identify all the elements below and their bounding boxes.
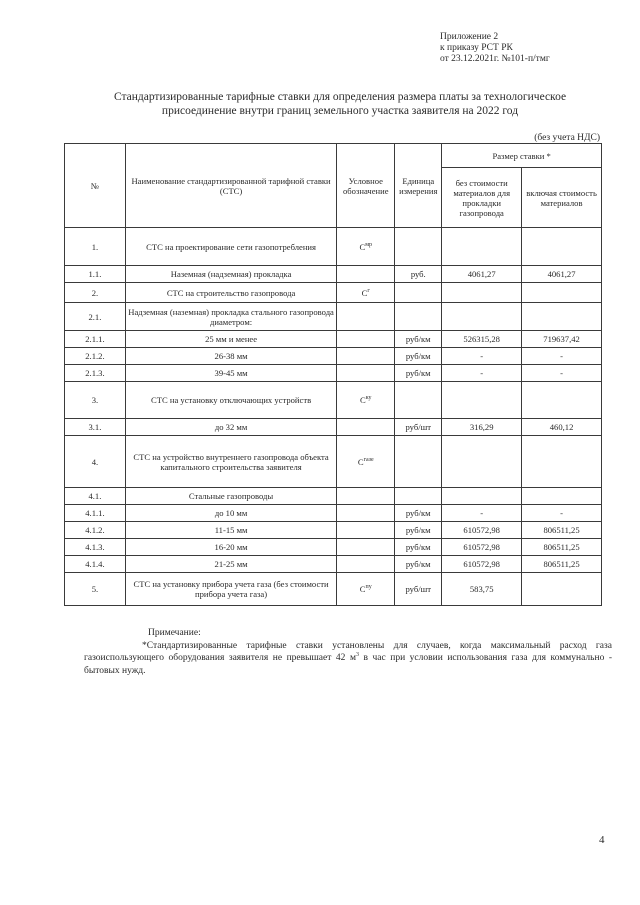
row-designation (337, 436, 395, 488)
row-rate-without-materials: - (442, 365, 522, 382)
row-designation (337, 419, 395, 436)
row-name: Стальные газопроводы (125, 488, 336, 505)
row-number: 4.1.1. (65, 505, 126, 522)
row-designation (337, 348, 395, 365)
row-designation (337, 539, 395, 556)
row-designation (337, 573, 395, 606)
row-rate-with-materials (522, 228, 602, 266)
row-unit: руб/км (395, 539, 442, 556)
row-rate-with-materials: 806511,25 (522, 556, 602, 573)
row-name: СТС на проектирование сети газопотребления (125, 228, 336, 266)
row-rate-without-materials (442, 382, 522, 419)
note-body (84, 640, 612, 678)
row-designation (337, 331, 395, 348)
row-number: 3. (65, 382, 126, 419)
row-number: 2.1.1. (65, 331, 126, 348)
row-designation (337, 228, 395, 266)
row-rate-without-materials: 610572,98 (442, 522, 522, 539)
row-designation (337, 303, 395, 331)
row-rate-without-materials: 610572,98 (442, 539, 522, 556)
row-unit (395, 436, 442, 488)
appendix-line-3: от 23.12.2021г. №101-п/тмг (440, 54, 550, 64)
row-number: 2.1. (65, 303, 126, 331)
row-rate-with-materials: 4061,27 (522, 266, 602, 283)
table-row (65, 419, 602, 436)
appendix-line-2: к приказу РСТ РК (440, 43, 513, 53)
row-unit: руб/км (395, 556, 442, 573)
row-unit: руб/км (395, 505, 442, 522)
table-row (65, 382, 602, 419)
row-rate-without-materials: 526315,28 (442, 331, 522, 348)
row-rate-with-materials: 806511,25 (522, 539, 602, 556)
row-name: 26-38 мм (125, 348, 336, 365)
note-superscript: 3 (355, 651, 359, 658)
header-designation: Условное обозначение (337, 144, 395, 228)
note-section (84, 627, 612, 677)
page-number: 4 (599, 834, 605, 846)
row-unit (395, 382, 442, 419)
designation-symbol: С (357, 456, 364, 467)
designation-symbol: С (361, 287, 368, 298)
row-designation (337, 283, 395, 303)
designation-superscript: мр (365, 241, 373, 248)
designation-superscript: ку (365, 395, 372, 402)
row-designation (337, 488, 395, 505)
table-row (65, 303, 602, 331)
row-designation (337, 266, 395, 283)
table-row (65, 283, 602, 303)
row-unit: руб/км (395, 331, 442, 348)
row-unit (395, 228, 442, 266)
row-name: 11-15 мм (125, 522, 336, 539)
table-row (65, 266, 602, 283)
row-rate-without-materials (442, 283, 522, 303)
row-name: 21-25 мм (125, 556, 336, 573)
row-number: 2.1.2. (65, 348, 126, 365)
row-number: 2.1.3. (65, 365, 126, 382)
table-row (65, 556, 602, 573)
row-rate-with-materials: - (522, 348, 602, 365)
row-name: Наземная (надземная) прокладка (125, 266, 336, 283)
row-name: СТС на установку прибора учета газа (без стоимости прибора учета газа) (125, 573, 336, 606)
header-rate-with-materials: включая стоимость материалов (522, 168, 602, 228)
table-row (65, 522, 602, 539)
table-row (65, 228, 602, 266)
appendix-line-1: Приложение 2 (440, 32, 499, 42)
row-name: 39-45 мм (125, 365, 336, 382)
vat-note: (без учета НДС) (534, 133, 600, 143)
row-designation (337, 382, 395, 419)
row-number: 1. (65, 228, 126, 266)
row-rate-with-materials: 719637,42 (522, 331, 602, 348)
row-designation (337, 365, 395, 382)
row-unit: руб/км (395, 348, 442, 365)
table-row (65, 365, 602, 382)
row-rate-with-materials: 460,12 (522, 419, 602, 436)
header-rate: Размер ставки * (442, 144, 602, 168)
header-number: № (65, 144, 126, 228)
table-body (65, 228, 602, 606)
row-number: 5. (65, 573, 126, 606)
row-rate-with-materials (522, 573, 602, 606)
note-body-text: *Стандартизированные тарифные ставки установлены для случаев, когда максимальный расход газа газоиспользующего оборудования заявителя не превышает 42 м (84, 640, 612, 663)
table-row (65, 573, 602, 606)
row-rate-with-materials: - (522, 365, 602, 382)
row-unit (395, 488, 442, 505)
row-rate-without-materials: 583,75 (442, 573, 522, 606)
row-designation (337, 556, 395, 573)
table-row (65, 331, 602, 348)
table-row (65, 436, 602, 488)
row-number: 3.1. (65, 419, 126, 436)
header-unit: Единица измерения (395, 144, 442, 228)
designation-superscript: г (367, 287, 370, 294)
row-rate-without-materials: 610572,98 (442, 556, 522, 573)
row-name: 25 мм и менее (125, 331, 336, 348)
table-row (65, 348, 602, 365)
row-number: 4.1.4. (65, 556, 126, 573)
title-line-2: присоединение внутри границ земельного участка заявителя на 2022 год (161, 105, 519, 117)
row-designation (337, 505, 395, 522)
designation-superscript: пу (365, 584, 372, 591)
row-name: СТС на установку отключающих устройств (125, 382, 336, 419)
designation-symbol: С (359, 241, 366, 252)
row-unit: руб/км (395, 522, 442, 539)
table-row (65, 505, 602, 522)
note-body-text-end: в час при условии использования газа для коммунально - бытовых нужд. (84, 653, 613, 676)
row-rate-without-materials: - (442, 505, 522, 522)
row-rate-with-materials (522, 488, 602, 505)
row-number: 2. (65, 283, 126, 303)
row-name: до 10 мм (125, 505, 336, 522)
row-unit: руб/шт (395, 573, 442, 606)
designation-superscript: газе (363, 456, 374, 463)
row-unit: руб/шт (395, 419, 442, 436)
row-unit: руб/км (395, 365, 442, 382)
row-name: СТС на строительство газопровода (125, 283, 336, 303)
row-number: 4.1.3. (65, 539, 126, 556)
header-rate-without-materials: без стоимости материалов для прокладки газопровода (442, 168, 522, 228)
row-name: 16-20 мм (125, 539, 336, 556)
appendix-reference (440, 32, 630, 65)
row-rate-without-materials (442, 303, 522, 331)
row-designation (337, 522, 395, 539)
row-rate-with-materials (522, 283, 602, 303)
row-rate-without-materials (442, 436, 522, 488)
row-name: до 32 мм (125, 419, 336, 436)
row-unit (395, 303, 442, 331)
tariff-table (64, 143, 602, 606)
row-number: 4. (65, 436, 126, 488)
row-unit (395, 283, 442, 303)
row-name: СТС на устройство внутреннего газопровода объекта капитального строительства заявителя (125, 436, 336, 488)
row-rate-with-materials (522, 382, 602, 419)
row-name: Надземная (наземная) прокладка стального газопровода диаметром: (125, 303, 336, 331)
designation-symbol: С (359, 584, 366, 594)
title-line-1: Стандартизированные тарифные ставки для определения размера платы за технологическое (113, 91, 567, 103)
row-number: 4.1. (65, 488, 126, 505)
document-title (60, 90, 620, 118)
row-rate-with-materials (522, 436, 602, 488)
row-rate-without-materials (442, 228, 522, 266)
designation-symbol: С (359, 395, 366, 405)
row-rate-without-materials (442, 488, 522, 505)
row-rate-with-materials (522, 303, 602, 331)
header-name: Наименование стандартизированной тарифной ставки (СТС) (125, 144, 336, 228)
table-row (65, 539, 602, 556)
row-rate-without-materials: - (442, 348, 522, 365)
row-rate-with-materials: - (522, 505, 602, 522)
row-number: 4.1.2. (65, 522, 126, 539)
table-row (65, 488, 602, 505)
row-rate-without-materials: 316,29 (442, 419, 522, 436)
row-rate-with-materials: 806511,25 (522, 522, 602, 539)
row-number: 1.1. (65, 266, 126, 283)
note-heading: Примечание: (148, 628, 201, 638)
row-rate-without-materials: 4061,27 (442, 266, 522, 283)
row-unit: руб. (395, 266, 442, 283)
